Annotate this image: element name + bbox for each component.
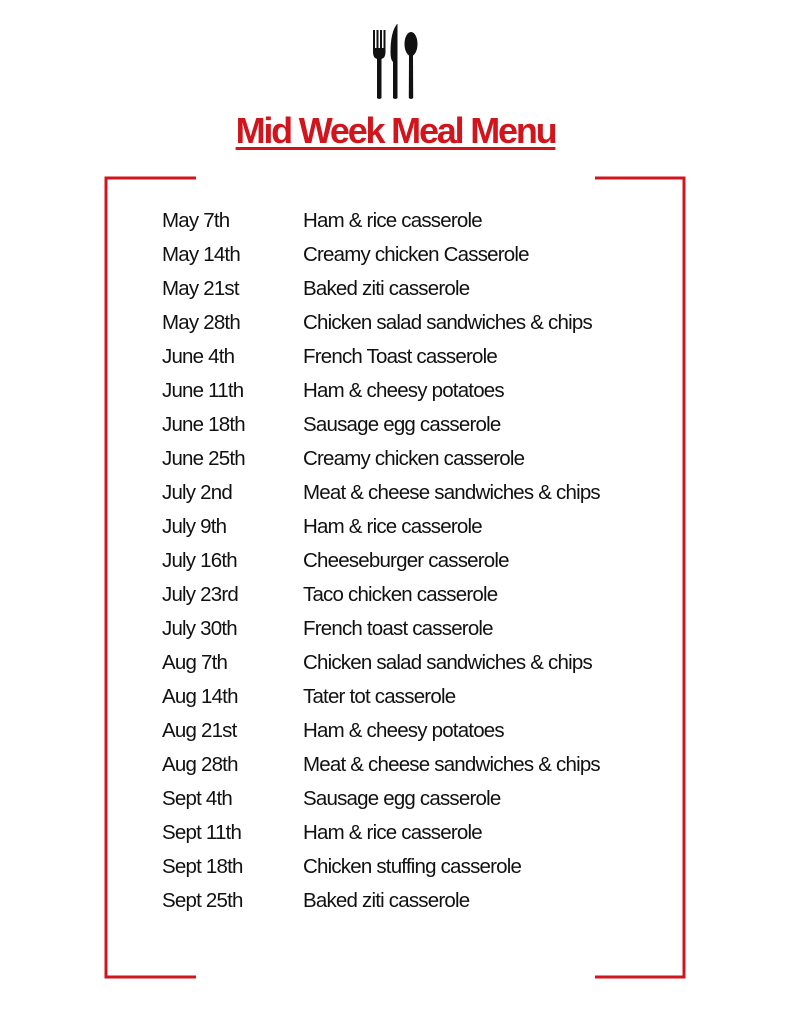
menu-date: Aug 14th (162, 685, 238, 708)
menu-row (162, 442, 642, 476)
menu-meal: Tater tot casserole (303, 685, 456, 708)
menu-row (162, 884, 642, 918)
fork-icon (373, 30, 386, 99)
menu-date: Sept 25th (162, 889, 243, 912)
menu-row (162, 578, 642, 612)
menu-meal: Taco chicken casserole (303, 583, 498, 606)
menu-row (162, 272, 642, 306)
menu-date: July 30th (162, 617, 237, 640)
menu-meal: Chicken salad sandwiches & chips (303, 651, 592, 674)
menu-row (162, 204, 642, 238)
menu-date: May 21st (162, 277, 239, 300)
knife-icon (391, 24, 398, 99)
menu-row (162, 238, 642, 272)
menu-date: Sept 11th (162, 821, 242, 844)
menu-date: Aug 28th (162, 753, 238, 776)
menu-row (162, 816, 642, 850)
menu-date: May 7th (162, 209, 230, 232)
menu-row (162, 408, 642, 442)
menu-date: May 28th (162, 311, 240, 334)
menu-meal: Ham & cheesy potatoes (303, 379, 504, 402)
menu-row (162, 510, 642, 544)
menu-date: May 14th (162, 243, 240, 266)
menu-date: Sept 4th (162, 787, 232, 810)
menu-meal: Ham & rice casserole (303, 209, 482, 232)
menu-row (162, 850, 642, 884)
menu-date: June 18th (162, 413, 245, 436)
menu-row (162, 306, 642, 340)
menu-date: Aug 21st (162, 719, 237, 742)
menu-meal: Chicken salad sandwiches & chips (303, 311, 592, 334)
menu-row (162, 544, 642, 578)
menu-meal: French Toast casserole (303, 345, 497, 368)
menu-meal: Chicken stuffing casserole (303, 855, 522, 878)
menu-meal: Ham & rice casserole (303, 821, 482, 844)
menu-meal: Baked ziti casserole (303, 277, 470, 300)
menu-meal: Meat & cheese sandwiches & chips (303, 753, 600, 776)
menu-meal: Creamy chicken Casserole (303, 243, 529, 266)
menu-date: July 23rd (162, 583, 238, 606)
menu-meal: Cheeseburger casserole (303, 549, 509, 572)
menu-date: July 16th (162, 549, 237, 572)
menu-date: June 11th (162, 379, 244, 402)
menu-row (162, 680, 642, 714)
menu-meal: Sausage egg casserole (303, 413, 501, 436)
menu-list (162, 204, 642, 918)
menu-meal: Creamy chicken casserole (303, 447, 525, 470)
menu-row (162, 714, 642, 748)
menu-meal: Ham & cheesy potatoes (303, 719, 504, 742)
page-title: Mid Week Meal Menu (235, 110, 556, 151)
menu-date: Aug 7th (162, 651, 228, 674)
menu-date: June 25th (162, 447, 245, 470)
spoon-icon (405, 32, 418, 99)
menu-meal: French toast casserole (303, 617, 493, 640)
menu-date: Sept 18th (162, 855, 243, 878)
menu-row (162, 340, 642, 374)
menu-date: June 4th (162, 345, 235, 368)
menu-meal: Sausage egg casserole (303, 787, 501, 810)
menu-row (162, 476, 642, 510)
menu-row (162, 782, 642, 816)
menu-row (162, 748, 642, 782)
menu-row (162, 612, 642, 646)
menu-meal: Meat & cheese sandwiches & chips (303, 481, 600, 504)
menu-meal: Ham & rice casserole (303, 515, 482, 538)
menu-date: July 9th (162, 515, 227, 538)
menu-row (162, 646, 642, 680)
menu-row (162, 374, 642, 408)
menu-date: July 2nd (162, 481, 232, 504)
cutlery-icon (371, 22, 421, 100)
menu-meal: Baked ziti casserole (303, 889, 470, 912)
